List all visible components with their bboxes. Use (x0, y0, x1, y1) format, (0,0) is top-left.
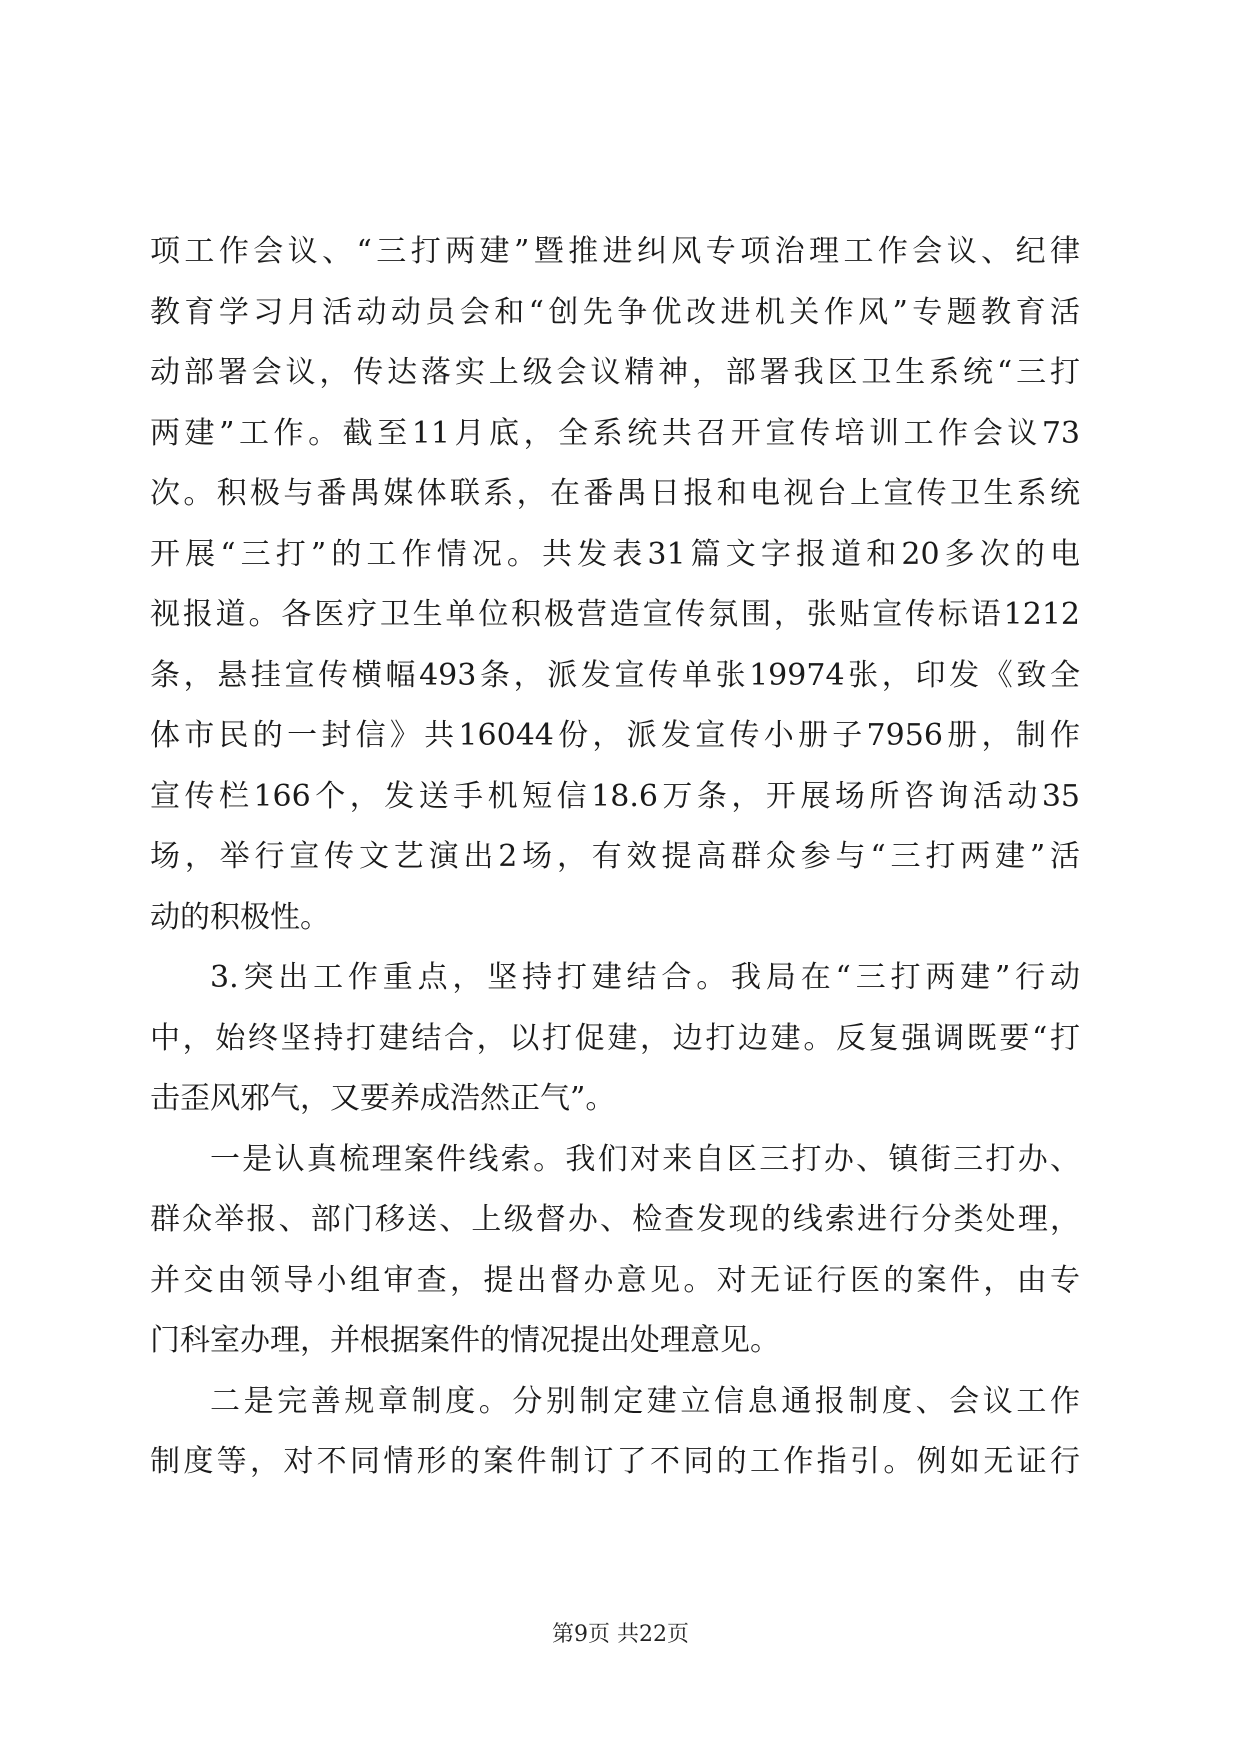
text-line: 动部署会议，传达落实上级会议精神，部署我区卫生系统“三打 (150, 355, 1080, 390)
text-line: 教育学习月活动动员会和“创先争优改进机关作风”专题教育活 (150, 294, 1080, 330)
text-line: 两建”工作。截至11月底，全系统共召开宣传培训工作会议73 (150, 415, 1080, 451)
text-line: 项工作会议、“三打两建”暨推进纠风专项治理工作会议、纪律 (150, 234, 1080, 269)
text-line: 宣传栏166个，发送手机短信18.6万条，开展场所咨询活动35 (150, 778, 1080, 814)
text-line: 一是认真梳理案件线索。我们对来自区三打办、镇街三打办、 (210, 1141, 1080, 1177)
text-line: 制度等，对不同情形的案件制订了不同的工作指引。例如无证行 (150, 1444, 1080, 1479)
text-line: 二是完善规章制度。分别制定建立信息通报制度、会议工作 (210, 1383, 1080, 1419)
paragraph-case-clues (150, 1130, 1080, 1372)
page-number-label: 第9页 共22页 (552, 1622, 689, 1647)
text-line: 门科室办理，并根据案件的情况提出处理意见。 (150, 1323, 780, 1358)
text-line: 动的积极性。 (150, 899, 330, 935)
paragraph-key-work (150, 948, 1080, 1130)
text-line: 并交由领导小组审查，提出督办意见。对无证行医的案件，由专 (150, 1262, 1080, 1298)
text-line: 视报道。各医疗卫生单位积极营造宣传氛围，张贴宣传标语1212 (150, 597, 1080, 632)
text-line: 群众举报、部门移送、上级督办、检查发现的线索进行分类处理， (150, 1202, 1080, 1237)
document-body (150, 222, 1080, 1493)
text-line: 开展“三打”的工作情况。共发表31篇文字报道和20多次的电 (150, 536, 1080, 572)
text-line: 条，悬挂宣传横幅493条，派发宣传单张19974张，印发《致全 (150, 657, 1080, 693)
text-line: 3.突出工作重点，坚持打建结合。我局在“三打两建”行动 (210, 960, 1080, 995)
text-line: 中，始终坚持打建结合，以打促建，边打边建。反复强调既要“打 (150, 1020, 1080, 1056)
text-line: 击歪风邪气，又要养成浩然正气”。 (150, 1081, 616, 1116)
text-line: 次。积极与番禺媒体联系，在番禺日报和电视台上宣传卫生系统 (150, 476, 1080, 511)
paragraph-regulations (150, 1372, 1080, 1493)
paragraph-publicity (150, 222, 1080, 948)
page-number-footer (0, 1620, 1241, 1650)
text-line: 场，举行宣传文艺演出2场，有效提高群众参与“三打两建”活 (150, 839, 1080, 874)
text-line: 体市民的一封信》共16044份，派发宣传小册子7956册，制作 (150, 718, 1080, 753)
